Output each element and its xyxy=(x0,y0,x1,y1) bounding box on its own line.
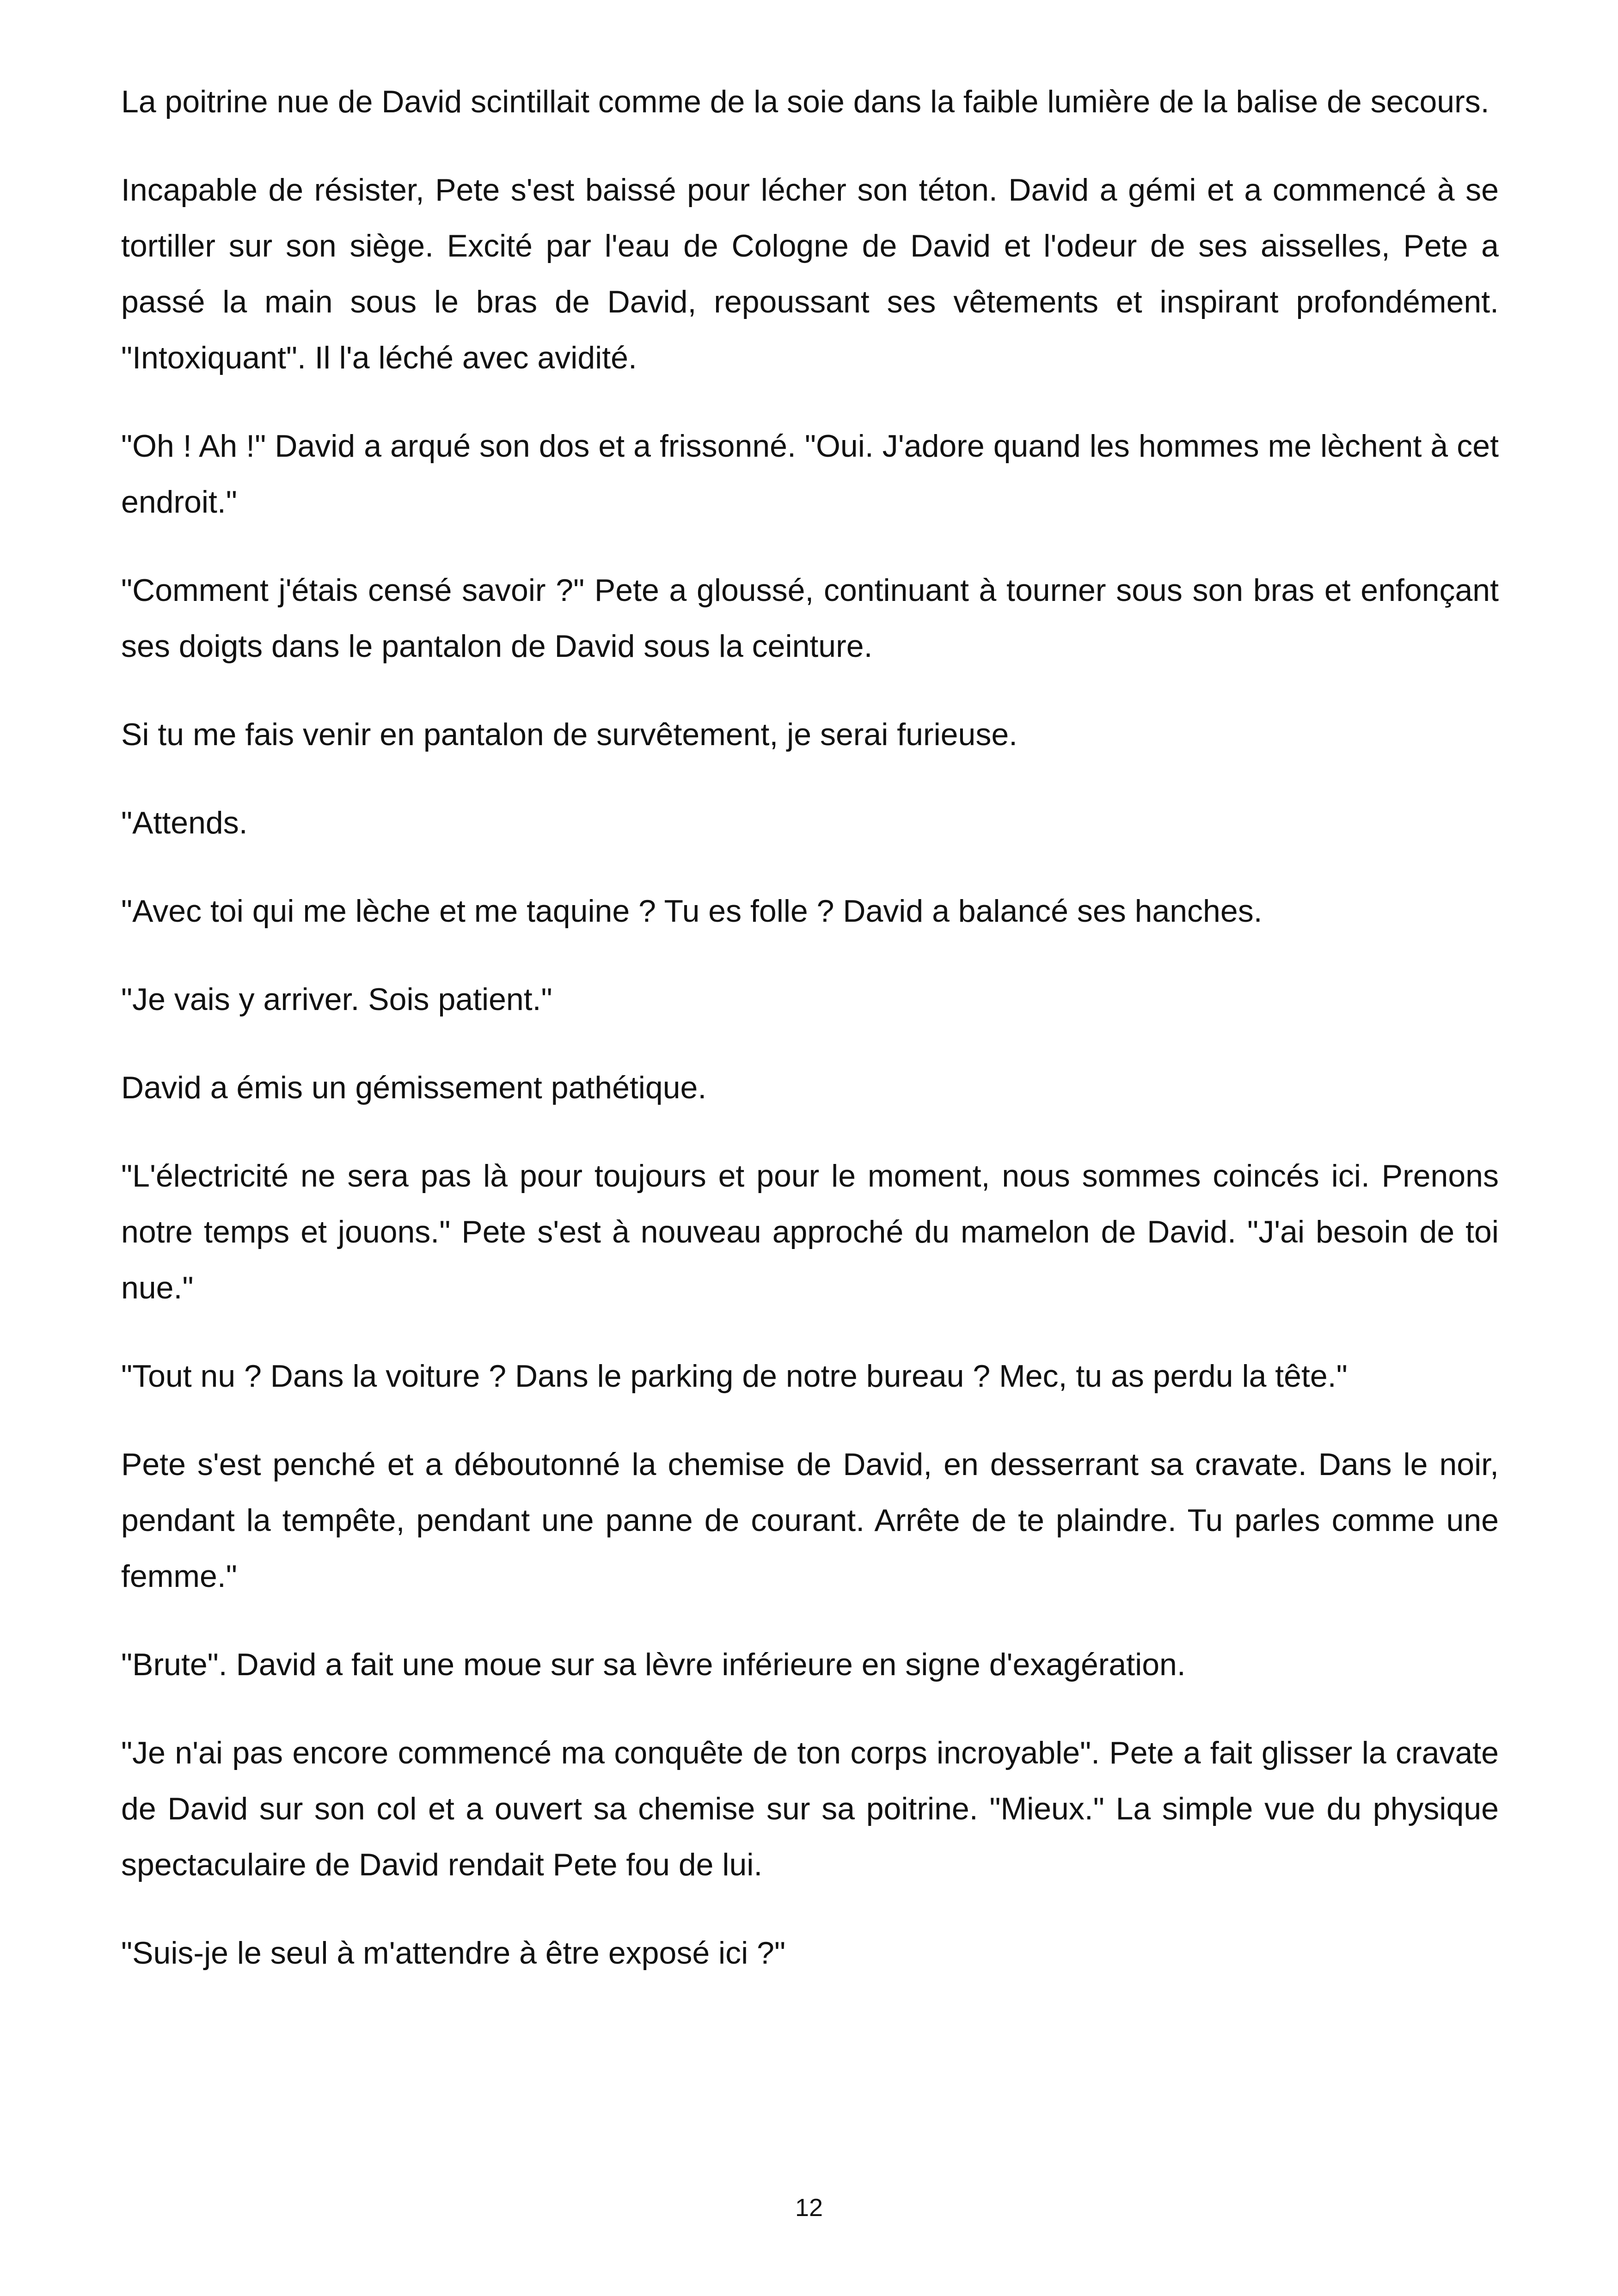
page-number: 12 xyxy=(795,2194,823,2222)
paragraph-6: "Attends. xyxy=(121,805,248,840)
paragraph-4: "Comment j'étais censé savoir ?" Pete a gloussé, continuant à tourner sous son bras et enfonçant ses doigts dans le pantalon de David sous la ceinture. xyxy=(121,573,1499,664)
paragraph-11: "Tout nu ? Dans la voiture ? Dans le parking de notre bureau ? Mec, tu as perdu la tête." xyxy=(121,1359,1348,1394)
paragraph-5: Si tu me fais venir en pantalon de survêtement, je serai furieuse. xyxy=(121,717,1018,752)
paragraph-3: "Oh ! Ah !" David a arqué son dos et a frissonné. "Oui. J'adore quand les hommes me lèchent à cet endroit." xyxy=(121,429,1499,520)
body-text xyxy=(121,74,1499,2014)
paragraph-10: "L'électricité ne sera pas là pour toujours et pour le moment, nous sommes coincés ici. Prenons notre temps et jouons." Pete s'est à nouveau approché du mamelon de David. "J'ai besoin de toi nue." xyxy=(121,1158,1499,1305)
paragraph-14: "Je n'ai pas encore commencé ma conquête de ton corps incroyable". Pete a fait glisser la cravate de David sur son col et a ouvert sa chemise sur sa poitrine. "Mieux." La simple vue du physique spectaculaire de David rendait Pete fou de lui. xyxy=(121,1735,1499,1882)
paragraph-2: Incapable de résister, Pete s'est baissé pour lécher son téton. David a gémi et a commencé à se tortiller sur son siège. Excité par l'eau de Cologne de David et l'odeur de ses aisselles, Pete a passé la main sous le bras de David, repoussant ses vêtements et inspirant profondément. "Intoxiquant". Il l'a léché avec avidité. xyxy=(121,172,1499,375)
paragraph-15: "Suis-je le seul à m'attendre à être exposé ici ?" xyxy=(121,1935,786,1971)
paragraph-13: "Brute". David a fait une moue sur sa lèvre inférieure en signe d'exagération. xyxy=(121,1647,1186,1682)
paragraph-12: Pete s'est penché et a déboutonné la chemise de David, en desserrant sa cravate. Dans le noir, pendant la tempête, pendant une panne de courant. Arrête de te plaindre. Tu parles comme une femme." xyxy=(121,1447,1499,1594)
paragraph-1: La poitrine nue de David scintillait comme de la soie dans la faible lumière de la balise de secours. xyxy=(121,84,1489,119)
paragraph-7: "Avec toi qui me lèche et me taquine ? Tu es folle ? David a balancé ses hanches. xyxy=(121,894,1263,929)
paragraph-9: David a émis un gémissement pathétique. xyxy=(121,1070,707,1105)
paragraph-8: "Je vais y arriver. Sois patient." xyxy=(121,982,552,1017)
